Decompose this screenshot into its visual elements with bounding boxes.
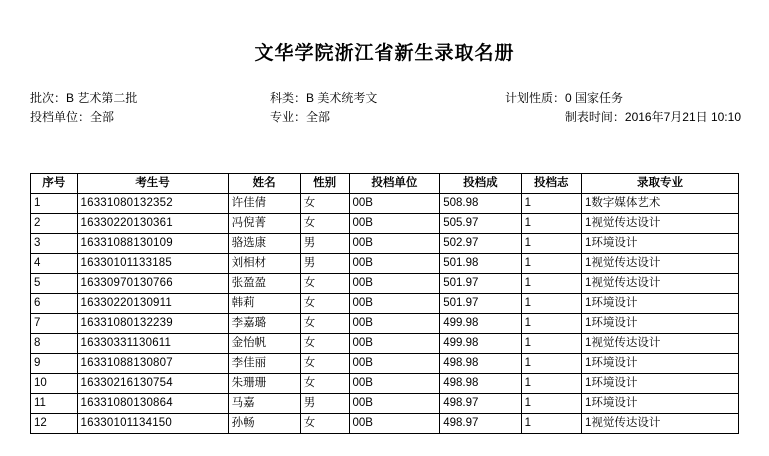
cell-name: 冯倪菁	[228, 214, 300, 234]
column-header-choice: 投档志	[521, 174, 581, 194]
cell-score: 505.97	[440, 214, 521, 234]
column-header-score: 投档成	[440, 174, 521, 194]
cell-name: 刘相材	[228, 254, 300, 274]
table-body	[31, 194, 739, 434]
cell-candidate-number: 16331088130807	[77, 354, 228, 374]
cell-submit-unit: 00B	[349, 194, 440, 214]
table-header-row	[31, 174, 739, 194]
cell-candidate-number: 16330101134150	[77, 414, 228, 434]
cell-score: 498.98	[440, 374, 521, 394]
column-header-submit-unit: 投档单位	[349, 174, 440, 194]
cell-candidate-number: 16331080132352	[77, 194, 228, 214]
cell-name: 马嘉	[228, 394, 300, 414]
cell-index: 5	[31, 274, 78, 294]
cell-candidate-number: 16330101133185	[77, 254, 228, 274]
cell-major: 1环境设计	[582, 234, 739, 254]
table-row	[31, 354, 739, 374]
cell-choice: 1	[521, 294, 581, 314]
cell-score: 501.97	[440, 274, 521, 294]
column-header-major: 录取专业	[582, 174, 739, 194]
cell-choice: 1	[521, 374, 581, 394]
table-row	[31, 194, 739, 214]
cell-name: 骆选康	[228, 234, 300, 254]
page-title: 文华学院浙江省新生录取名册	[254, 42, 515, 64]
cell-major: 1环境设计	[582, 314, 739, 334]
cell-score: 501.97	[440, 294, 521, 314]
cell-choice: 1	[521, 414, 581, 434]
cell-submit-unit: 00B	[349, 354, 440, 374]
cell-candidate-number: 16330220130361	[77, 214, 228, 234]
cell-submit-unit: 00B	[349, 214, 440, 234]
cell-gender: 男	[300, 234, 349, 254]
cell-submit-unit: 00B	[349, 294, 440, 314]
column-header-index: 序号	[31, 174, 78, 194]
document-page	[0, 38, 769, 456]
cell-score: 501.98	[440, 254, 521, 274]
cell-gender: 男	[300, 394, 349, 414]
meta-batch: 批次：B 艺术第二批	[30, 91, 138, 105]
cell-gender: 女	[300, 294, 349, 314]
cell-name: 孙畅	[228, 414, 300, 434]
cell-candidate-number: 16330220130911	[77, 294, 228, 314]
table-row	[31, 254, 739, 274]
cell-choice: 1	[521, 214, 581, 234]
cell-major: 1环境设计	[582, 354, 739, 374]
cell-choice: 1	[521, 234, 581, 254]
cell-choice: 1	[521, 394, 581, 414]
cell-gender: 女	[300, 214, 349, 234]
table-row	[31, 394, 739, 414]
cell-major: 1视觉传达设计	[582, 334, 739, 354]
table-row	[31, 314, 739, 334]
cell-submit-unit: 00B	[349, 374, 440, 394]
cell-choice: 1	[521, 194, 581, 214]
cell-major: 1数字媒体艺术	[582, 194, 739, 214]
cell-gender: 女	[300, 314, 349, 334]
cell-candidate-number: 16331080130864	[77, 394, 228, 414]
cell-choice: 1	[521, 314, 581, 334]
cell-index: 2	[31, 214, 78, 234]
cell-index: 7	[31, 314, 78, 334]
cell-gender: 女	[300, 374, 349, 394]
cell-gender: 女	[300, 354, 349, 374]
cell-major: 1环境设计	[582, 394, 739, 414]
table-row	[31, 414, 739, 434]
cell-submit-unit: 00B	[349, 414, 440, 434]
cell-gender: 男	[300, 254, 349, 274]
meta-row-1	[30, 89, 741, 108]
cell-major: 1环境设计	[582, 374, 739, 394]
cell-candidate-number: 16331080132239	[77, 314, 228, 334]
cell-choice: 1	[521, 254, 581, 274]
cell-submit-unit: 00B	[349, 274, 440, 294]
cell-score: 498.97	[440, 394, 521, 414]
cell-index: 10	[31, 374, 78, 394]
cell-gender: 女	[300, 334, 349, 354]
cell-index: 6	[31, 294, 78, 314]
column-header-candidate-number: 考生号	[77, 174, 228, 194]
cell-candidate-number: 16330970130766	[77, 274, 228, 294]
cell-name: 李嘉璐	[228, 314, 300, 334]
meta-submit-unit: 投档单位：全部	[30, 110, 115, 124]
cell-name: 张盈盈	[228, 274, 300, 294]
cell-major: 1视觉传达设计	[582, 214, 739, 234]
cell-submit-unit: 00B	[349, 314, 440, 334]
table-row	[31, 374, 739, 394]
meta-row-2	[30, 108, 741, 127]
cell-name: 李佳丽	[228, 354, 300, 374]
meta-category: 科类：B 美术统考文	[270, 91, 378, 105]
cell-score: 508.98	[440, 194, 521, 214]
cell-candidate-number: 16330216130754	[77, 374, 228, 394]
meta-report-time: 制表时间：2016年7月21日 10:10	[564, 110, 741, 124]
cell-score: 502.97	[440, 234, 521, 254]
cell-index: 11	[31, 394, 78, 414]
table-row	[31, 294, 739, 314]
cell-index: 9	[31, 354, 78, 374]
table-row	[31, 234, 739, 254]
cell-choice: 1	[521, 274, 581, 294]
cell-index: 4	[31, 254, 78, 274]
column-header-gender: 性别	[300, 174, 349, 194]
cell-name: 韩莉	[228, 294, 300, 314]
cell-index: 1	[31, 194, 78, 214]
cell-gender: 女	[300, 194, 349, 214]
cell-gender: 女	[300, 414, 349, 434]
cell-index: 3	[31, 234, 78, 254]
cell-name: 朱珊珊	[228, 374, 300, 394]
cell-score: 499.98	[440, 334, 521, 354]
cell-candidate-number: 16331088130109	[77, 234, 228, 254]
cell-candidate-number: 16330331130611	[77, 334, 228, 354]
cell-score: 498.98	[440, 354, 521, 374]
cell-name: 许佳倩	[228, 194, 300, 214]
cell-name: 金怡帆	[228, 334, 300, 354]
table-row	[31, 274, 739, 294]
cell-index: 12	[31, 414, 78, 434]
cell-major: 1环境设计	[582, 294, 739, 314]
meta-major: 专业：全部	[270, 110, 331, 124]
column-header-name: 姓名	[228, 174, 300, 194]
cell-choice: 1	[521, 354, 581, 374]
cell-major: 1视觉传达设计	[582, 254, 739, 274]
table-row	[31, 214, 739, 234]
cell-submit-unit: 00B	[349, 254, 440, 274]
meta-plan-type: 计划性质：0 国家任务	[505, 91, 624, 105]
cell-submit-unit: 00B	[349, 234, 440, 254]
cell-index: 8	[31, 334, 78, 354]
cell-major: 1视觉传达设计	[582, 414, 739, 434]
document-meta	[0, 89, 769, 127]
cell-score: 499.98	[440, 314, 521, 334]
admission-roster-table	[30, 173, 739, 434]
cell-gender: 女	[300, 274, 349, 294]
cell-choice: 1	[521, 334, 581, 354]
cell-major: 1视觉传达设计	[582, 274, 739, 294]
table-row	[31, 334, 739, 354]
cell-submit-unit: 00B	[349, 334, 440, 354]
cell-submit-unit: 00B	[349, 394, 440, 414]
cell-score: 498.97	[440, 414, 521, 434]
